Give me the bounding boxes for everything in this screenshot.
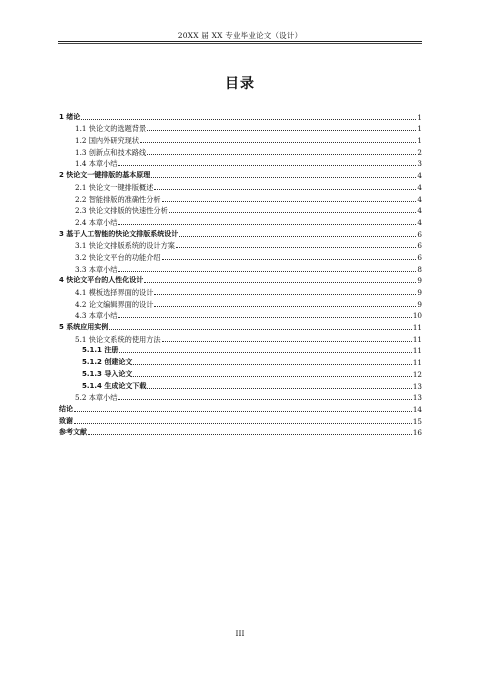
toc-entry[interactable] (59, 204, 422, 216)
toc-entry-page: 16 (412, 428, 422, 438)
toc-leader-dots (81, 119, 416, 120)
toc-entry-page: 4 (417, 171, 422, 181)
toc-leader-dots (147, 130, 416, 131)
toc-entry-label: 4 快论文平台的人性化设计 (59, 276, 144, 285)
toc-entry[interactable] (59, 145, 422, 157)
toc-entry[interactable] (59, 285, 422, 297)
toc-entry-label: 5.1.2 创建论文 (82, 358, 133, 367)
toc-entry[interactable] (59, 297, 422, 309)
toc-entry-page: 13 (412, 393, 422, 403)
toc-entry-label: 1.1 快论文的选题背景 (75, 124, 147, 134)
toc-entry-page: 6 (417, 241, 422, 251)
toc-entry-label: 致谢 (59, 416, 73, 425)
toc-leader-dots (169, 212, 417, 213)
toc-leader-dots (162, 341, 412, 342)
toc-entry[interactable] (59, 414, 422, 426)
toc-entry-page: 9 (417, 288, 422, 297)
toc-entry[interactable] (59, 122, 422, 134)
toc-leader-dots (133, 376, 411, 377)
toc-entry-label: 2.1 快论文一键排版概述 (75, 182, 154, 192)
toc-entry-label: 2.3 快论文排版的快速性分析 (75, 206, 168, 216)
toc-entry-page: 11 (412, 358, 422, 368)
toc-entry-page: 9 (417, 299, 422, 309)
toc-entry[interactable] (59, 192, 422, 204)
toc-leader-dots (151, 177, 416, 178)
toc-entry-label: 5 系统应用实例 (59, 323, 109, 332)
toc-entry[interactable] (59, 320, 422, 332)
toc-entry-page: 12 (412, 369, 422, 379)
toc-entry-label: 2 快论文一键排版的基本原理 (59, 171, 151, 180)
toc-entry-page: 9 (417, 276, 422, 286)
toc-entry[interactable] (59, 215, 422, 227)
toc-entry-label: 5.1 快论文系统的使用方法 (75, 334, 161, 344)
toc-entry-page: 11 (412, 334, 422, 344)
toc-entry[interactable] (59, 133, 422, 145)
toc-entry-label: 3.2 快论文平台的功能介绍 (75, 252, 161, 262)
toc-leader-dots (154, 306, 416, 307)
toc-entry-page: 3 (417, 159, 422, 169)
toc-entry-label: 2.2 智能排版的准确性分析 (75, 194, 161, 204)
toc-entry-page: 1 (417, 136, 422, 146)
toc-leader-dots (118, 224, 416, 225)
toc-leader-dots (118, 271, 416, 272)
toc-entry[interactable] (59, 168, 422, 180)
toc-entry-label: 4.1 模板选择界面的设计 (75, 288, 154, 297)
toc-entry-page: 11 (412, 323, 422, 333)
toc-entry-label: 1.2 国内外研究现状 (75, 136, 140, 146)
toc-entry-page: 4 (417, 194, 422, 204)
toc-leader-dots (144, 282, 416, 283)
header-rule (58, 41, 422, 42)
toc-entry-label: 3.1 快论文排版系统的设计方案 (75, 241, 175, 251)
toc-leader-dots (176, 247, 416, 248)
table-of-contents (59, 110, 422, 437)
page-header: 20XX 届 XX 专业毕业论文（设计） (177, 31, 303, 40)
toc-entry[interactable] (59, 110, 422, 122)
toc-leader-dots (74, 411, 412, 412)
toc-entry-label: 4.2 论文编辑界面的设计 (75, 299, 154, 309)
toc-leader-dots (118, 165, 416, 166)
toc-entry[interactable] (59, 379, 422, 391)
toc-entry-page: 14 (412, 404, 422, 414)
toc-leader-dots (154, 189, 416, 190)
toc-entry-label: 参考文献 (59, 428, 87, 437)
toc-entry-label: 3.3 本章小结 (75, 264, 118, 274)
toc-leader-dots (147, 154, 416, 155)
toc-entry-page: 2 (417, 147, 422, 157)
toc-entry[interactable] (59, 332, 422, 344)
toc-leader-dots (118, 317, 411, 318)
toc-leader-dots (162, 259, 417, 260)
toc-entry[interactable] (59, 344, 422, 356)
toc-entry[interactable] (59, 274, 422, 286)
toc-leader-dots (179, 236, 416, 237)
toc-entry-page: 6 (417, 229, 422, 239)
toc-entry[interactable] (59, 367, 422, 379)
toc-entry-page: 15 (412, 416, 422, 426)
toc-entry-page: 8 (417, 264, 422, 274)
header-rule-thin (58, 43, 422, 44)
toc-entry-label: 结论 (59, 404, 73, 413)
toc-entry-page: 13 (412, 381, 422, 391)
toc-entry[interactable] (59, 426, 422, 438)
toc-entry-page: 1 (417, 112, 422, 122)
toc-leader-dots (74, 423, 412, 424)
toc-entry[interactable] (59, 157, 422, 169)
toc-entry[interactable] (59, 180, 422, 192)
toc-entry-label: 4.3 本章小结 (75, 311, 118, 321)
toc-entry-page: 6 (417, 252, 422, 262)
toc-entry[interactable] (59, 239, 422, 251)
toc-entry[interactable] (59, 309, 422, 321)
toc-leader-dots (118, 399, 411, 400)
toc-entry-label: 1.3 创新点和技术路线 (75, 147, 147, 157)
toc-entry[interactable] (59, 391, 422, 403)
toc-entry[interactable] (59, 227, 422, 239)
toc-entry-label: 5.1.3 导入论文 (82, 369, 133, 378)
toc-entry-page: 10 (412, 311, 422, 321)
toc-leader-dots (88, 434, 412, 435)
toc-entry-label: 1 绪论 (59, 112, 81, 121)
toc-entry-label: 5.2 本章小结 (75, 393, 118, 403)
toc-entry-label: 5.1.4 生成论文下载 (82, 381, 147, 390)
toc-entry-page: 4 (417, 217, 422, 227)
toc-leader-dots (109, 329, 412, 330)
toc-entry-label: 5.1.1 注册 (82, 346, 119, 355)
toc-entry-label: 2.4 本章小结 (75, 217, 118, 227)
toc-entry-label: 3 基于人工智能的快论文排版系统设计 (59, 229, 179, 238)
toc-leader-dots (140, 142, 416, 143)
page-number: III (235, 629, 245, 638)
toc-title: 目录 (225, 76, 255, 92)
toc-entry[interactable] (59, 355, 422, 367)
toc-leader-dots (133, 364, 411, 365)
toc-leader-dots (147, 388, 411, 389)
toc-leader-dots (162, 201, 417, 202)
toc-entry[interactable] (59, 402, 422, 414)
toc-entry-page: 4 (417, 206, 422, 216)
toc-entry[interactable] (59, 250, 422, 262)
toc-entry-page: 1 (417, 124, 422, 134)
toc-entry[interactable] (59, 262, 422, 274)
toc-entry-label: 1.4 本章小结 (75, 159, 118, 169)
toc-leader-dots (119, 352, 411, 353)
toc-leader-dots (154, 294, 416, 295)
toc-entry-page: 4 (417, 182, 422, 192)
toc-entry-page: 11 (412, 346, 422, 356)
